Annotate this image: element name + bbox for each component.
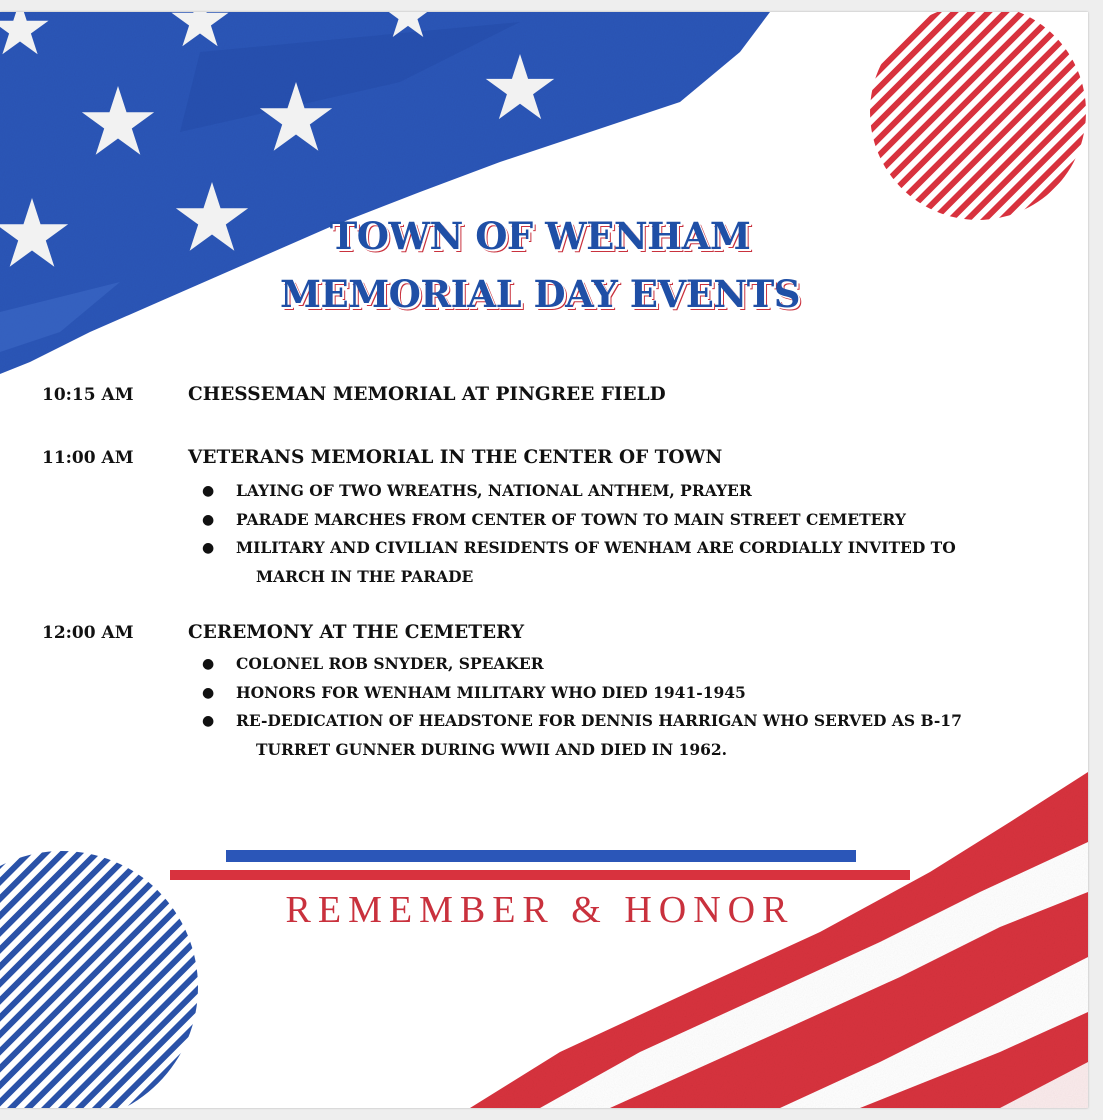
red-white-stripes	[470, 772, 1088, 1108]
flyer	[0, 12, 1088, 1108]
bullet-dot-icon: ●	[202, 540, 215, 556]
red-striped-circle	[870, 12, 1086, 220]
bullet-dot-icon: ●	[202, 684, 215, 701]
list-item: ● PARADE MARCHES FROM CENTER OF TOWN TO MAIN STREET CEMETERY	[188, 506, 1008, 535]
tagline: REMEMBER & HONOR	[285, 889, 795, 931]
bullet-dot-icon: ●	[202, 511, 215, 528]
list-item: ● COLONEL ROB SNYDER, SPEAKER	[188, 650, 1008, 679]
red-divider	[170, 870, 910, 880]
event-details-list	[188, 650, 1008, 764]
title-line-1: TOWN OF WENHAM	[329, 214, 751, 258]
event-details-list	[188, 477, 1008, 591]
bullet-dot-icon: ●	[202, 656, 215, 672]
event-time: 12:00 AM	[42, 623, 134, 643]
event-title: CHESSEMAN MEMORIAL AT PINGREE FIELD	[188, 384, 666, 405]
event-time: 10:15 AM	[42, 385, 134, 405]
blue-striped-circle	[0, 851, 198, 1108]
list-item: ● LAYING OF TWO WREATHS, NATIONAL ANTHEM, PRAYER	[188, 477, 1008, 506]
bullet-dot-icon: ●	[202, 483, 215, 499]
page-title	[0, 207, 1080, 323]
bullet-dot-icon: ●	[202, 713, 215, 729]
event-title: VETERANS MEMORIAL IN THE CENTER OF TOWN	[188, 447, 723, 468]
event-time: 11:00 AM	[42, 448, 134, 468]
list-item: ● HONORS FOR WENHAM MILITARY WHO DIED 1941-1945	[188, 679, 1008, 708]
event-title: CEREMONY AT THE CEMETERY	[188, 622, 525, 643]
list-item: ● MILITARY AND CIVILIAN RESIDENTS OF WENHAM ARE CORDIALLY INVITED TO MARCH IN THE PARADE	[188, 534, 1008, 591]
blue-divider	[226, 850, 856, 862]
title-line-2: MEMORIAL DAY EVENTS	[280, 272, 800, 316]
list-item: ● RE-DEDICATION OF HEADSTONE FOR DENNIS HARRIGAN WHO SERVED AS B-17 TURRET GUNNER DURING WWII AND DIED IN 1962.	[188, 707, 1008, 764]
